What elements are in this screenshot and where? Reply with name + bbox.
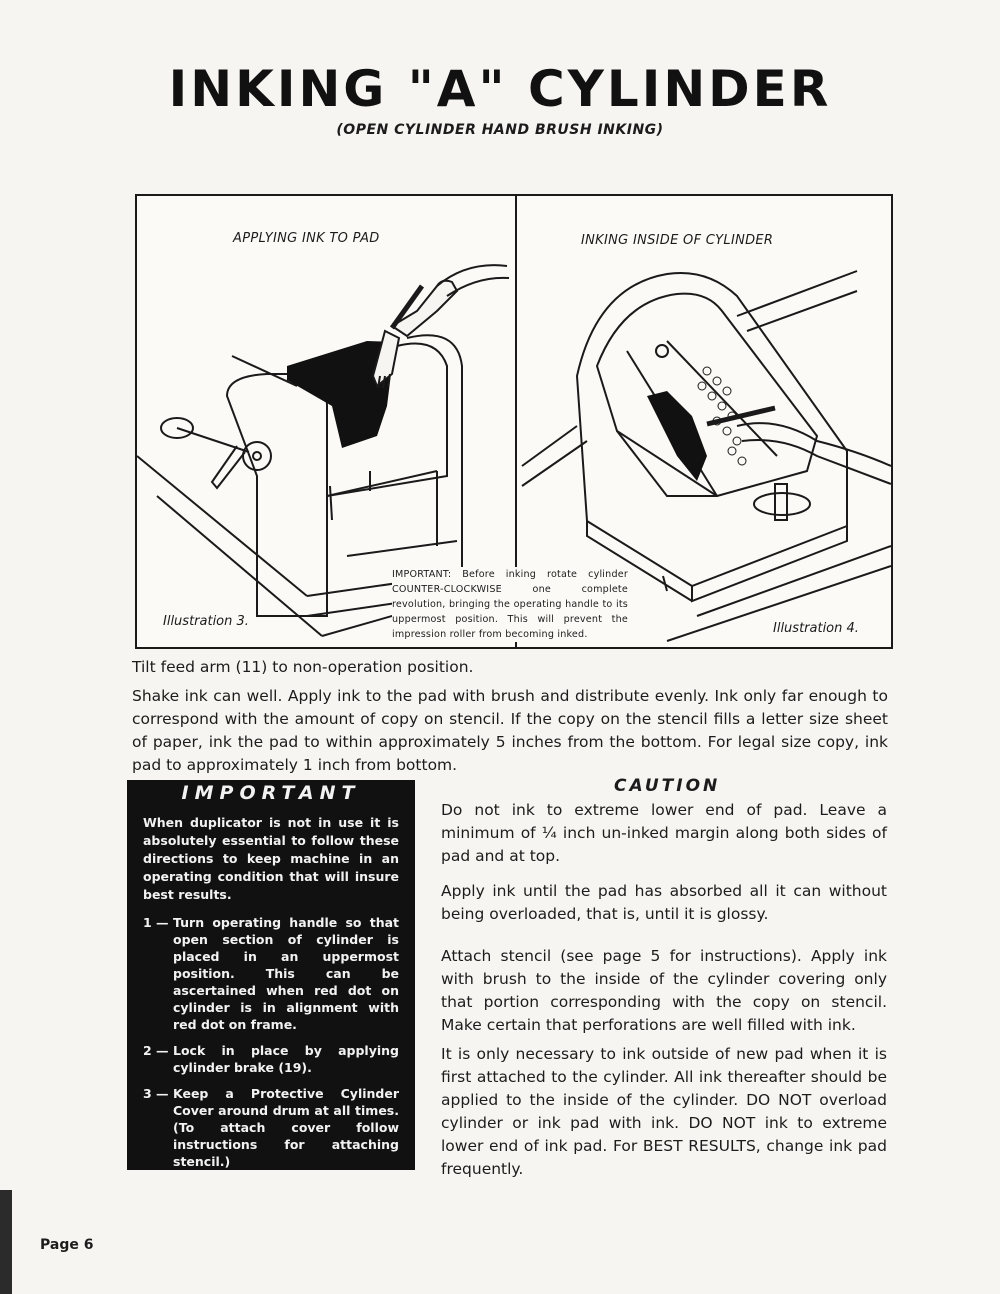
important-item xyxy=(143,914,399,1033)
important-item-number: 3 — xyxy=(143,1086,169,1101)
caution-paragraph-3: Attach stencil (see page 5 for instructions). Apply ink with brush to the inside of the cylinder covering only that portion corresponding with the copy on stencil. Make certain that perforations are well filled with ink. xyxy=(441,947,887,1034)
important-item-text: Turn operating handle so that open section of cylinder is placed in an uppermost position. This can be ascertained when red dot on cylinder is in alignment with red dot on frame. xyxy=(173,915,399,1032)
important-note-callout: IMPORTANT: Before inking rotate cylinder COUNTER-CLOCKWISE one complete revolution, bringing the operating handle to its uppermost position. This will prevent the impression roller from becoming inked. xyxy=(392,569,628,640)
important-item-number: 1 — xyxy=(143,915,169,930)
important-item-text: Lock in place by applying cylinder brake (19). xyxy=(173,1043,399,1075)
important-item-number: 2 — xyxy=(143,1043,169,1058)
important-intro: When duplicator is not in use it is absolutely essential to follow these directions to keep machine in an operating condition that will insure best results. xyxy=(143,815,399,902)
caption-applying-ink: APPLYING INK TO PAD xyxy=(233,231,380,246)
important-heading: IMPORTANT xyxy=(181,782,361,804)
caution-heading: CAUTION xyxy=(614,776,721,796)
illustration-4-label: Illustration 4. xyxy=(773,621,859,636)
caution-paragraph-4: It is only necessary to ink outside of new pad when it is first attached to the cylinder. All ink thereafter should be applied to the inside of the cylinder. DO NOT overload cylinder or ink pad with ink. DO NOT ink to extreme lower end of ink pad. For BEST RESULTS, change ink pad frequently. xyxy=(441,1045,887,1178)
caption-inking-inside: INKING INSIDE OF CYLINDER xyxy=(581,233,774,248)
instruction-shake-ink: Shake ink can well. Apply ink to the pad with brush and distribute evenly. Ink only far enough to correspond with the amount of copy on stencil. If the copy on the stencil fills a letter size sheet of paper, ink the pad to within approximately 5 inches from the bottom. For legal size copy, ink pad to approximately 1 inch from bottom. xyxy=(132,687,888,774)
caution-paragraph-2: Apply ink until the pad has absorbed all it can without being overloaded, that is, until it is glossy. xyxy=(441,882,887,923)
important-item-text: Keep a Protective Cylinder Cover around drum at all times. (To attach cover follow instructions for attaching stencil.) xyxy=(173,1086,399,1169)
important-item xyxy=(143,1085,399,1170)
illustration-3-label: Illustration 3. xyxy=(163,614,249,629)
important-box xyxy=(127,780,415,1170)
binding-edge xyxy=(0,1190,12,1294)
caution-paragraph-1: Do not ink to extreme lower end of pad. Leave a minimum of ¼ inch un-inked margin along both sides of pad and at top. xyxy=(441,801,887,865)
page-subtitle: (OPEN CYLINDER HAND BRUSH INKING) xyxy=(336,122,664,138)
page-number: Page 6 xyxy=(40,1237,94,1253)
page-title: INKING "A" CYLINDER xyxy=(168,60,832,118)
important-item xyxy=(143,1042,399,1076)
instruction-tilt-feed-arm: Tilt feed arm (11) to non-operation position. xyxy=(132,658,474,676)
